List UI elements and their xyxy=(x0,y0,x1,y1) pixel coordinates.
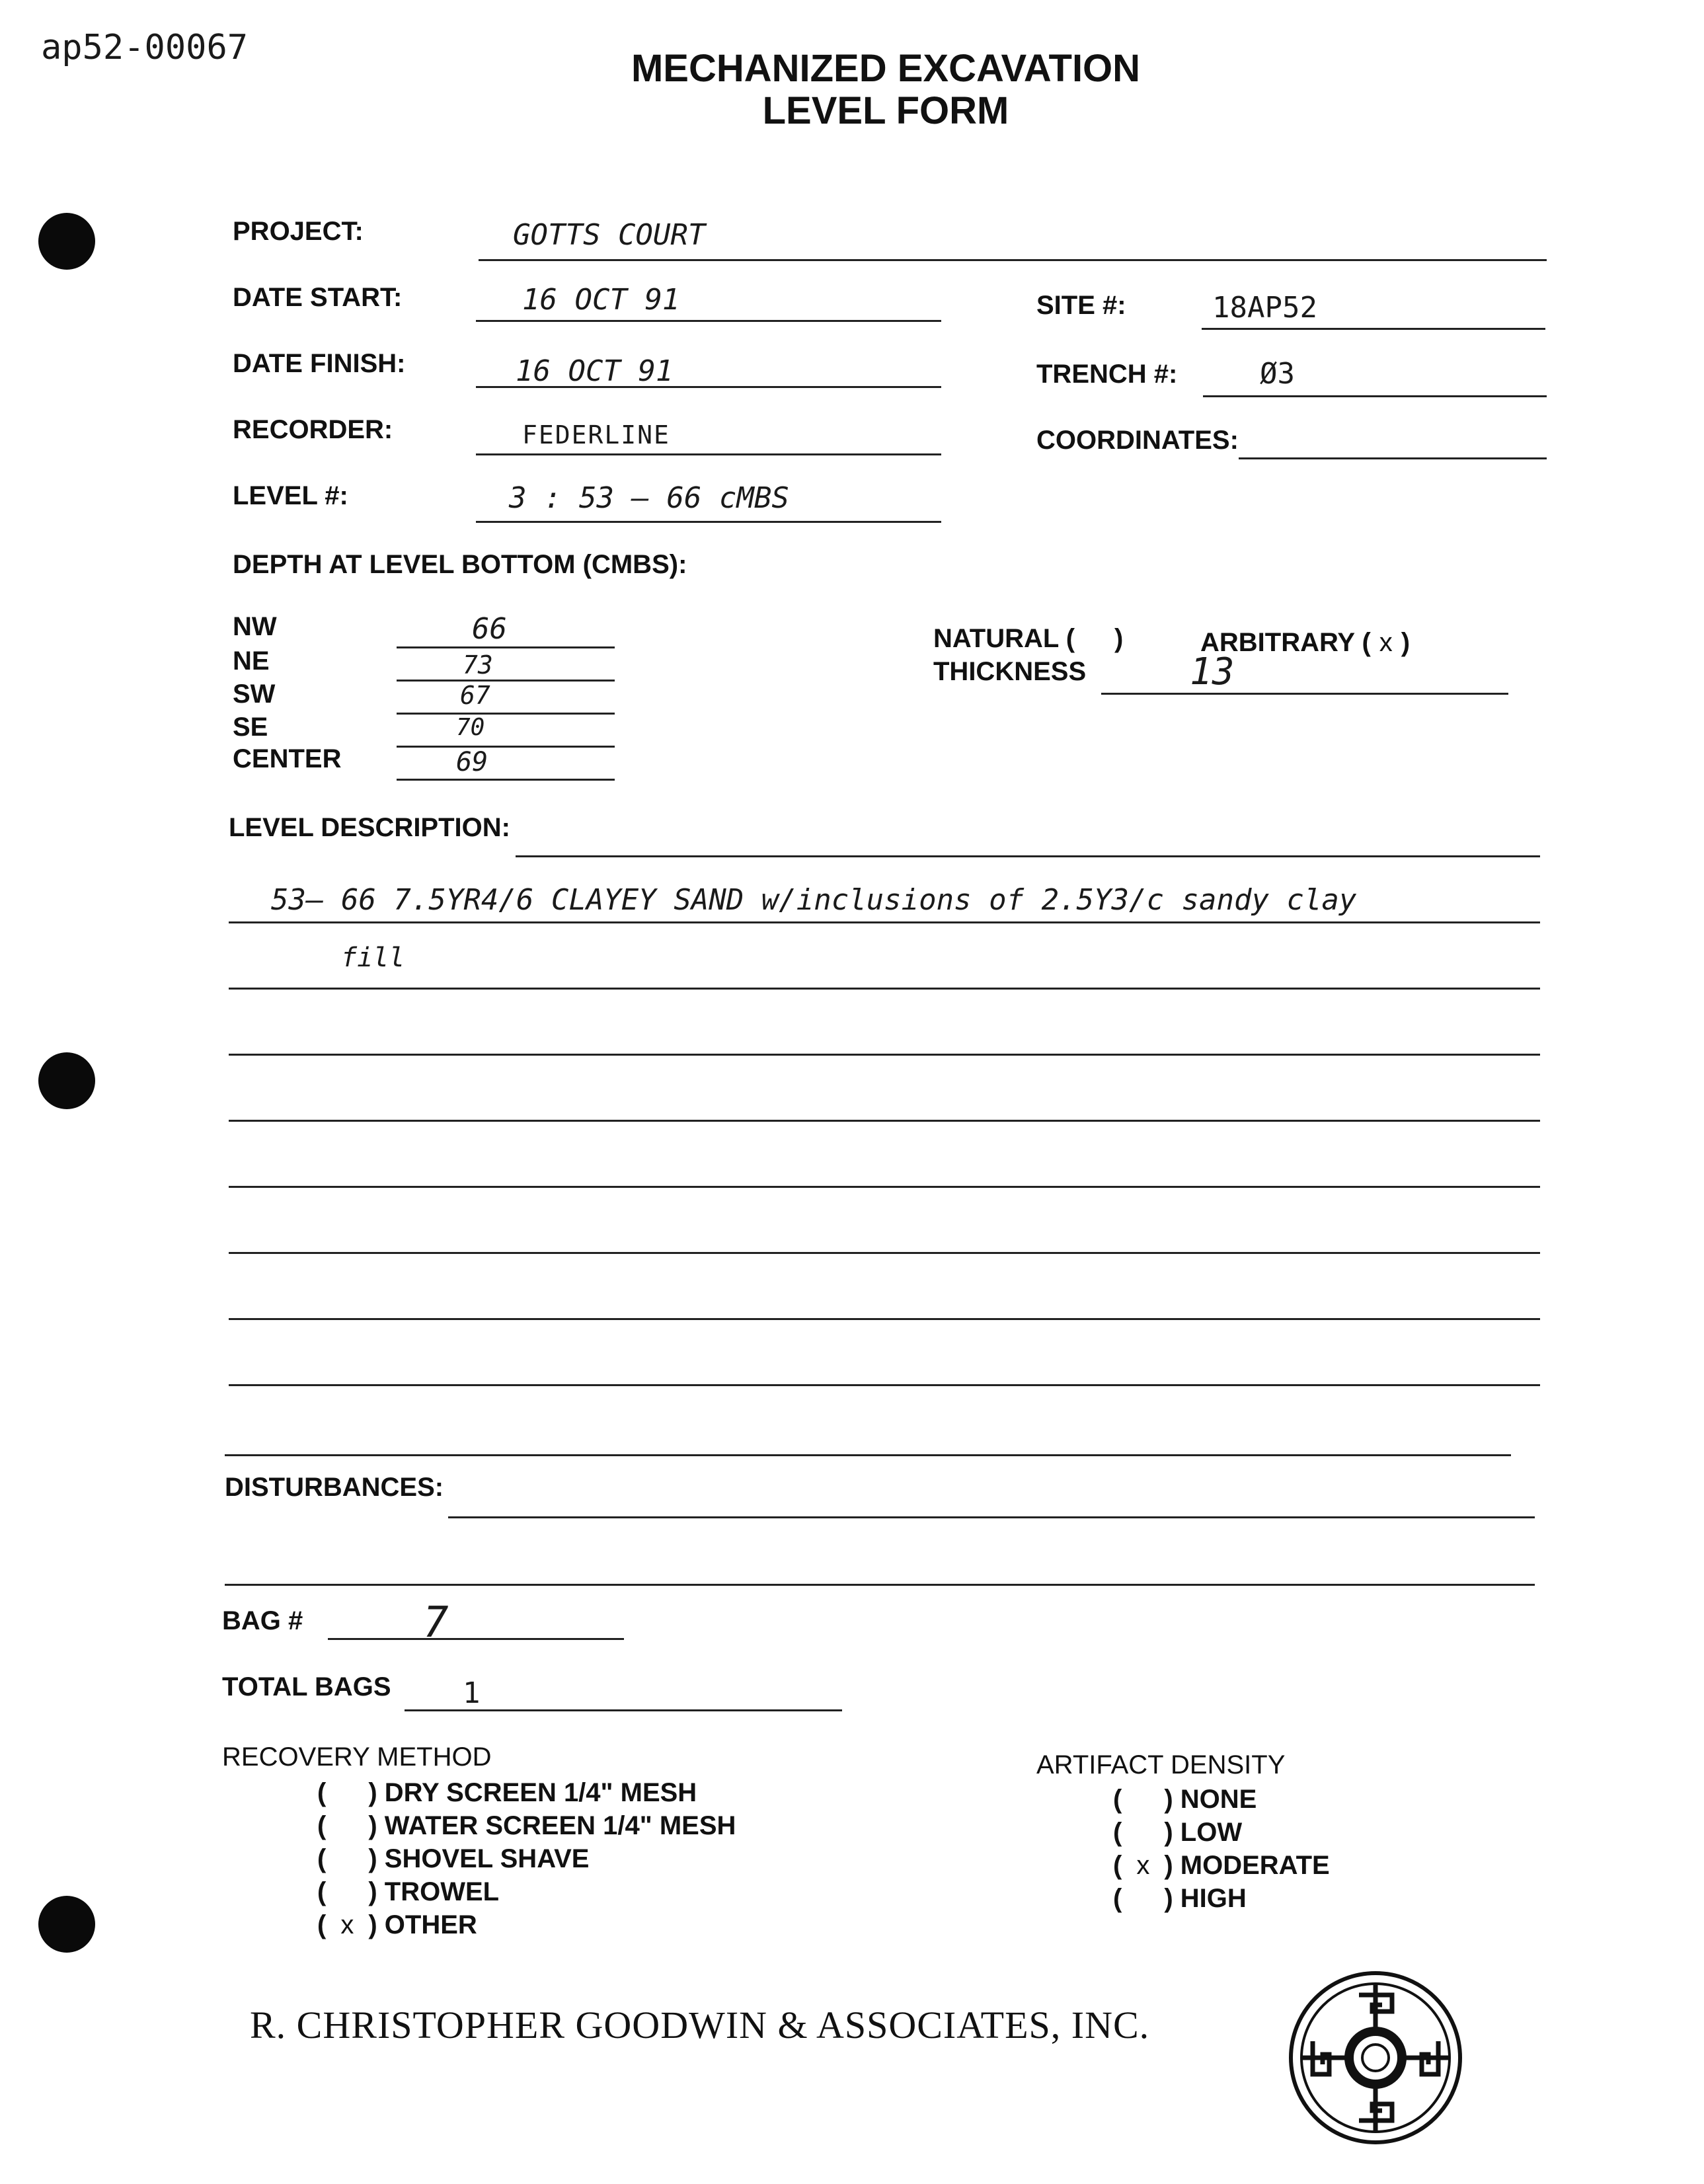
arbitrary-close: ) xyxy=(1401,628,1411,657)
recovery-mark-4: x xyxy=(340,1910,354,1939)
recovery-label-0: DRY SCREEN 1/4" MESH xyxy=(384,1778,697,1807)
depth-sw-label: SW xyxy=(233,680,276,709)
depth-center-line xyxy=(397,779,615,781)
depth-nw-line xyxy=(397,646,615,648)
level-description-line-8 xyxy=(229,1384,1540,1386)
depth-heading: DEPTH AT LEVEL BOTTOM (CMBS): xyxy=(233,550,687,579)
level-description-line-2 xyxy=(229,988,1540,990)
level-description-text-1[interactable]: 53– 66 7.5YR4/6 CLAYEY SAND w/inclusions of 2.5Y3/c sandy clay xyxy=(271,883,1357,917)
disturbances-label: DISTURBANCES: xyxy=(225,1473,444,1502)
coordinates-label: COORDINATES: xyxy=(1036,426,1239,455)
punch-hole-top xyxy=(38,213,95,270)
artifact-density-heading: ARTIFACT DENSITY xyxy=(1036,1750,1286,1779)
project-line xyxy=(479,259,1547,261)
document-id: ap52-00067 xyxy=(41,28,249,67)
level-label: LEVEL #: xyxy=(233,481,348,510)
recovery-label-3: TROWEL xyxy=(384,1877,500,1906)
recorder-label: RECORDER: xyxy=(233,415,393,444)
date-start-value[interactable]: 16 OCT 91 xyxy=(522,283,680,317)
level-line xyxy=(476,521,941,523)
arbitrary-label: ARBITRARY ( xyxy=(1200,628,1371,657)
depth-nw-value[interactable]: 66 xyxy=(472,612,507,646)
recovery-heading: RECOVERY METHOD xyxy=(222,1742,492,1772)
date-start-line xyxy=(476,320,941,322)
trench-value[interactable]: Ø3 xyxy=(1260,357,1295,391)
depth-nw-label: NW xyxy=(233,612,277,641)
bag-line xyxy=(328,1638,624,1640)
level-description-line-4 xyxy=(229,1120,1540,1122)
density-option-none[interactable]: ( ) NONE xyxy=(1113,1785,1257,1814)
total-bags-line xyxy=(405,1709,842,1711)
recovery-label-1: WATER SCREEN 1/4" MESH xyxy=(384,1811,736,1840)
form-title-line1: MECHANIZED EXCAVATION xyxy=(631,47,1141,90)
depth-ne-value[interactable]: 73 xyxy=(463,650,493,680)
depth-sw-line xyxy=(397,713,615,715)
recorder-line xyxy=(476,453,941,455)
trench-label: TRENCH #: xyxy=(1036,360,1178,389)
bag-label: BAG # xyxy=(222,1606,303,1635)
site-value[interactable]: 18AP52 xyxy=(1212,291,1317,325)
level-description-line-1 xyxy=(229,921,1540,923)
level-description-line-0 xyxy=(516,855,1540,857)
natural-close: ) xyxy=(1114,624,1124,653)
density-option-high[interactable]: ( ) HIGH xyxy=(1113,1884,1247,1913)
density-label-3: HIGH xyxy=(1180,1884,1247,1913)
arbitrary-mark: x xyxy=(1379,628,1393,657)
site-label: SITE #: xyxy=(1036,291,1126,320)
recovery-option-trowel[interactable]: ( ) TROWEL xyxy=(317,1877,500,1906)
level-description-label: LEVEL DESCRIPTION: xyxy=(229,813,510,842)
level-description-text-2[interactable]: fill xyxy=(341,943,405,973)
depth-se-line xyxy=(397,746,615,748)
density-mark-2: x xyxy=(1136,1851,1150,1880)
natural-label: NATURAL ( xyxy=(933,624,1075,653)
level-description-line-5 xyxy=(229,1186,1540,1188)
trench-line xyxy=(1203,395,1547,397)
bag-value[interactable]: 7 xyxy=(423,1598,449,1647)
level-description-line-9 xyxy=(225,1454,1511,1456)
density-label-1: LOW xyxy=(1180,1818,1243,1847)
coordinates-line xyxy=(1239,457,1547,459)
project-label: PROJECT: xyxy=(233,217,364,246)
depth-ne-line xyxy=(397,680,615,682)
thickness-value[interactable]: 13 xyxy=(1190,650,1235,693)
date-finish-line xyxy=(476,386,941,388)
depth-center-label: CENTER xyxy=(233,744,342,773)
recorder-value[interactable]: FEDERLINE xyxy=(522,420,670,449)
level-description-line-7 xyxy=(229,1318,1540,1320)
punch-hole-middle xyxy=(38,1052,95,1109)
company-name: R. CHRISTOPHER GOODWIN & ASSOCIATES, INC. xyxy=(250,2004,1150,2047)
total-bags-label: TOTAL BAGS xyxy=(222,1672,391,1701)
company-logo-icon xyxy=(1286,1969,1465,2147)
artifact-density-section xyxy=(1036,1750,1285,1780)
site-line xyxy=(1202,328,1545,330)
density-label-0: NONE xyxy=(1180,1785,1257,1814)
depth-se-value[interactable]: 70 xyxy=(456,714,485,741)
density-label-2: MODERATE xyxy=(1180,1851,1330,1880)
recovery-label-4: OTHER xyxy=(384,1910,477,1939)
total-bags-value[interactable]: 1 xyxy=(463,1676,481,1710)
level-description-line-3 xyxy=(229,1054,1540,1056)
recovery-option-other[interactable]: ( x ) OTHER xyxy=(317,1910,477,1939)
project-value[interactable]: GOTTS COURT xyxy=(513,218,706,252)
depth-sw-value[interactable]: 67 xyxy=(460,681,490,710)
natural-option[interactable] xyxy=(933,624,1123,654)
recovery-method-section xyxy=(222,1742,491,1772)
recovery-option-shovel-shave[interactable]: ( ) SHOVEL SHAVE xyxy=(317,1844,590,1873)
depth-se-label: SE xyxy=(233,713,268,742)
date-finish-value[interactable]: 16 OCT 91 xyxy=(516,354,674,388)
thickness-label: THICKNESS xyxy=(933,657,1087,686)
density-option-low[interactable]: ( ) LOW xyxy=(1113,1818,1243,1847)
depth-center-value[interactable]: 69 xyxy=(456,747,488,777)
density-option-moderate[interactable]: ( x ) MODERATE xyxy=(1113,1851,1330,1880)
date-finish-label: DATE FINISH: xyxy=(233,349,406,378)
form-title-line2: LEVEL FORM xyxy=(762,89,1009,132)
level-value[interactable]: 3 : 53 – 66 cMBS xyxy=(509,481,789,515)
recovery-option-water-screen[interactable]: ( ) WATER SCREEN 1/4" MESH xyxy=(317,1811,736,1840)
level-description-line-6 xyxy=(229,1252,1540,1254)
date-start-label: DATE START: xyxy=(233,283,403,312)
disturbances-line-0 xyxy=(448,1516,1535,1518)
recovery-option-dry-screen[interactable]: ( ) DRY SCREEN 1/4" MESH xyxy=(317,1778,697,1807)
recovery-label-2: SHOVEL SHAVE xyxy=(384,1844,590,1873)
punch-hole-bottom xyxy=(38,1896,95,1953)
depth-ne-label: NE xyxy=(233,646,270,676)
disturbances-line-1 xyxy=(225,1584,1535,1586)
thickness-line xyxy=(1101,693,1508,695)
